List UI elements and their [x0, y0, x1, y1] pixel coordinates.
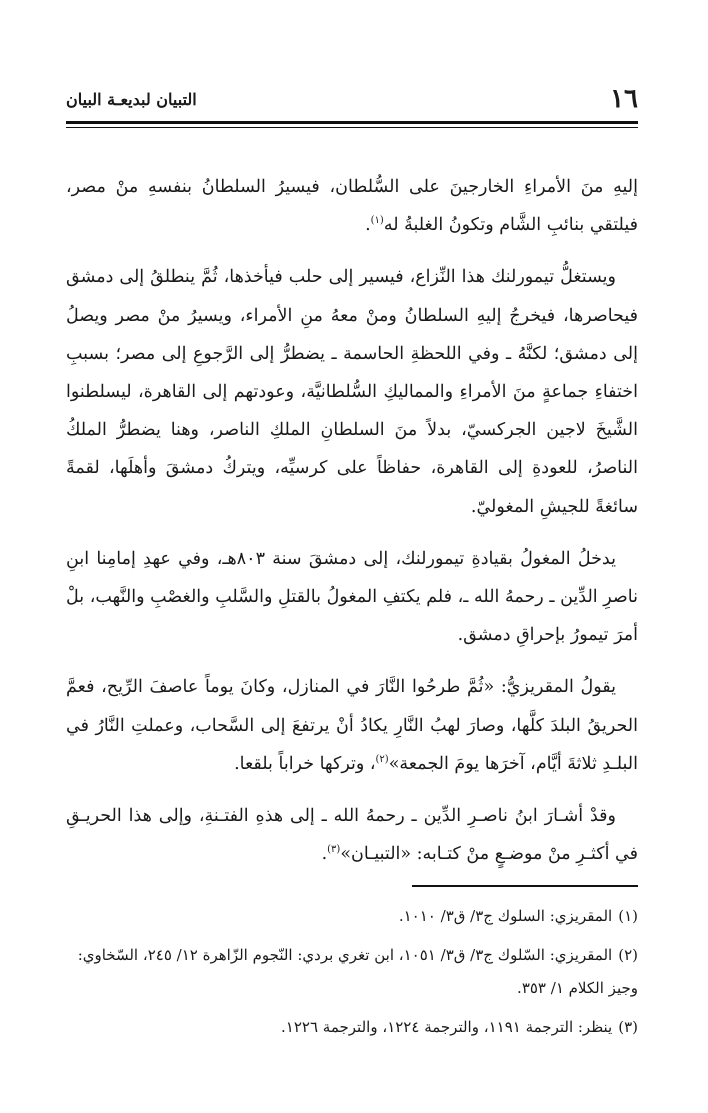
paragraph-5-tail: .: [321, 844, 328, 865]
footnote-number: (٢): [618, 946, 638, 964]
main-text: [66, 168, 638, 887]
paragraph-2-text: ويستغلُّ تيمورلنك هذا النِّزاع، فيسير إلى حلب فيأخذها، ثُمَّ ينطلقُ إلى دمشق فيحاصرها، فيخرجُ إليهِ السلطانُ ومنْ معهُ منِ الأمراء، ويسيرُ منْ مصر ويصلُ إلى دمشق؛ لكنَّهُ ـ وفي اللحظةِ الحاسمة ـ يضطرُّ إلى الرَّجوعِ إلى مصر؛ بسببِ اختفاءِ جماعةٍ منَ الأمراءِ والمماليكِ السُّلطانيَّة، وعودتهم إلى القاهرة، ليسلطنوا الشَّيخَ لاجين الجركسيّ، بدلاً منَ السلطانِ الملكِ الناصر، وهنا يضطرُّ الملكُ الناصرُ، للعودةِ إلى القاهرة، حفاظاً على كرسيِّه، ويتركُ دمشقَ وأهلَها، لقمةً سائغةً للجيشِ المغوليّ.: [66, 267, 638, 517]
paragraph-1: [66, 168, 638, 244]
header-rule-thick: [66, 121, 638, 124]
footnote-ref-3[interactable]: (٣): [327, 844, 341, 856]
footnote-ref-2[interactable]: (٢): [375, 754, 389, 766]
footnote-3: [66, 1011, 638, 1044]
footnote-text: ينظر: الترجمة ١١٩١، والترجمة ١٢٢٤، والترجمة ١٢٢٦.: [281, 1018, 613, 1036]
footnote-separator: [412, 885, 638, 887]
paragraph-4: [66, 668, 638, 783]
paragraph-1-text: إليهِ منَ الأمراءِ الخارجينَ على السُّلطان، فيسيرُ السلطانُ بنفسهِ منْ مصر، فيلتقي بنائبِ الشَّام وتكونُ الغلبةُ له: [66, 177, 638, 236]
footnotes: [66, 900, 638, 1050]
footnote-text: المقريزي: السلوك ج٣/ ق٣/ ١٠١٠.: [398, 907, 613, 925]
paragraph-4-text: يقولُ المقريزيُّ: «ثُمَّ طرحُوا النَّارَ في المنازل، وكانَ يوماً عاصفَ الرِّيح، فعمَّ الحريقُ البلدَ كلَّها، وصارَ لهبُ النَّارِ يكادُ أنْ يرتفعَ إلى السَّحاب، وعملتِ النَّارُ في البلـدِ ثلاثةَ أيَّام، آخرَها يومَ الجمعة»: [66, 677, 638, 774]
paragraph-4-tail: ، وتركها خراباً بلقعا.: [234, 753, 376, 774]
paragraph-2: [66, 258, 638, 525]
paragraph-3: [66, 540, 638, 655]
paragraph-3-text: يدخلُ المغولُ بقيادةِ تيمورلنك، إلى دمشقَ سنة ٨٠٣هـ، وفي عهدِ إمامِنا ابنِ ناصرِ الدِّين ـ رحمهُ الله ـ، فلم يكتفِ المغولُ بالقتلِ والسَّلبِ والغصْبِ والنَّهب، بلْ أمرَ تيمورُ بإحراقِ دمشق.: [66, 548, 638, 646]
footnote-number: (٣): [618, 1018, 638, 1036]
page-number: ١٦: [610, 84, 638, 114]
running-title: التبيان لبديعـة البيان: [66, 90, 197, 109]
header-rule-thin: [66, 127, 638, 128]
running-header: [66, 84, 638, 118]
paragraph-1-tail: .: [365, 215, 371, 236]
footnote-1: [66, 900, 638, 933]
paragraph-5: [66, 797, 638, 873]
footnote-number: (١): [618, 907, 638, 925]
footnote-text: المقريزي: السّلوك ج٣/ ق٣/ ١٠٥١، ابن تغري بردي: النّجوم الزّاهرة ١٢/ ٢٤٥، السّخاوي: وجيز الكلام ١/ ٣٥٣.: [77, 946, 638, 997]
paragraph-5-text: وقدْ أشـارَ ابنُ ناصـرِ الدِّين ـ رحمهُ الله ـ إلى هذهِ الفتـنةِ، وإلى هذا الحريـقِ في أكثـرِ منْ موضـعٍ منْ كتـابه: «التبيـان»: [66, 806, 638, 865]
footnote-ref-1[interactable]: (١): [370, 215, 384, 227]
footnote-2: [66, 939, 638, 1005]
